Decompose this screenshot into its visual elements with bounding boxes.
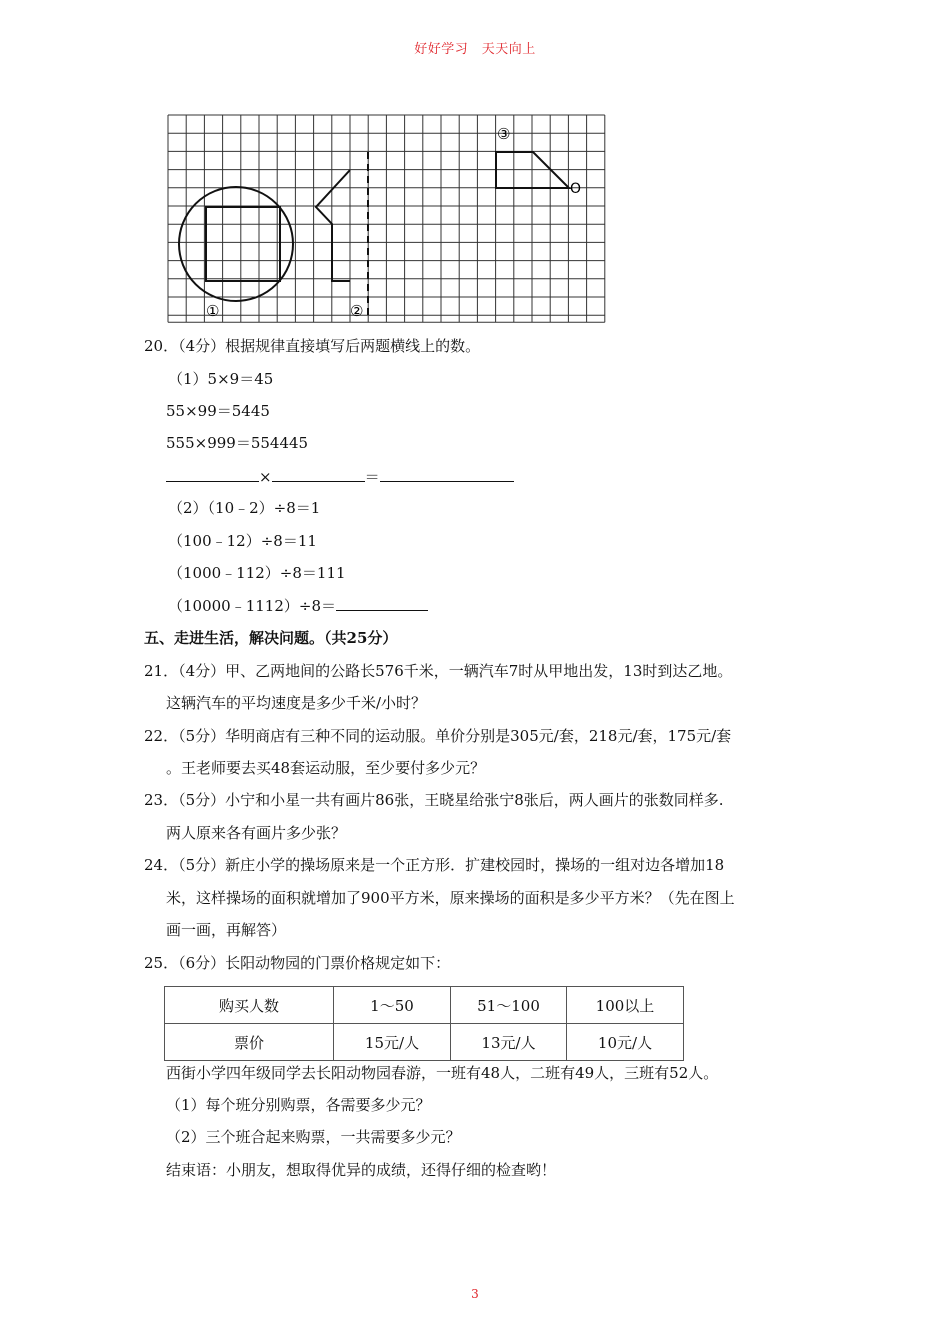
q20-p2-line1: （2）（10﹣2）÷8＝1: [168, 499, 321, 517]
answer-blank[interactable]: [336, 594, 428, 611]
shape-label-1: ①: [206, 302, 220, 320]
q20-p1-answer: [166, 465, 514, 488]
q22-line1: 22．（5分）华明商店有三种不同的运动服。单价分别是305元/套，218元/套，175元/套: [144, 727, 732, 745]
ending-note: 结束语：小朋友，想取得优异的成绩，还得仔细的检查哟！: [166, 1161, 557, 1179]
circle-shape-1: [179, 187, 293, 301]
answer-blank[interactable]: [272, 465, 365, 482]
q21-line1: 21．（4分）甲、乙两地间的公路长576千米，一辆汽车7时从甲地出发，13时到达乙地。: [144, 662, 733, 680]
q20-p2-line4: [168, 594, 428, 617]
section-5-title: 五、走进生活，解决问题。（共25分）: [144, 629, 398, 647]
table-cell: 100以上: [567, 987, 684, 1024]
q20-title: 20．（4分）根据规律直接填写后两题横线上的数。: [144, 337, 481, 355]
q20-p1-line2: 55×99＝5445: [166, 402, 270, 420]
page-number: 3: [471, 1287, 479, 1301]
point-label-o: O: [570, 181, 582, 197]
page-header: 好好学习 天天向上: [414, 42, 536, 57]
q25-sub2: （2）三个班合起来购票，一共需要多少元？: [166, 1128, 461, 1146]
half-figure-shape-2: [316, 170, 350, 281]
table-cell: 15元/人: [334, 1024, 451, 1061]
q25-sub1: （1）每个班分别购票，各需要多少元？: [166, 1096, 431, 1114]
table-row: [165, 1024, 684, 1061]
answer-blank[interactable]: [380, 465, 514, 482]
q24-line1: 24．（5分）新庄小学的操场原来是一个正方形．扩建校园时，操场的一组对边各增加18: [144, 856, 725, 874]
shape-label-2: ②: [350, 302, 364, 320]
shape-label-3: ③: [497, 125, 511, 143]
table-cell: 13元/人: [451, 1024, 567, 1061]
equals-sign: ＝: [364, 468, 380, 486]
q24-line3: 画一画，再解答）: [166, 921, 287, 939]
table-cell: 票价: [165, 1024, 334, 1061]
q21-line2: 这辆汽车的平均速度是多少千米/小时？: [166, 694, 427, 712]
q23-line1: 23．（5分）小宁和小星一共有画片86张，王晓星给张宁8张后，两人画片的张数同样多.: [144, 791, 724, 809]
answer-blank[interactable]: [166, 465, 259, 482]
table-cell: 10元/人: [567, 1024, 684, 1061]
table-cell: 购买人数: [165, 987, 334, 1024]
square-shape-1: [206, 207, 280, 281]
times-sign: ×: [259, 468, 272, 486]
q25-intro: 西街小学四年级同学去长阳动物园春游，一班有48人，二班有49人，三班有52人。: [166, 1064, 719, 1082]
q25-title: 25．（6分）长阳动物园的门票价格规定如下：: [144, 954, 451, 972]
q22-line2: 。王老师要去买48套运动服，至少要付多少元？: [166, 759, 486, 777]
grid-figure: [166, 114, 606, 324]
q20-p2-last-text: （10000﹣1112）÷8＝: [168, 597, 337, 615]
q24-line2: 米，这样操场的面积就增加了900平方米，原来操场的面积是多少平方米？（先在图上: [166, 889, 735, 907]
q20-p1-line3: 555×999＝554445: [166, 434, 309, 452]
grid-lines: [168, 115, 605, 322]
q20-p1-line1: （1）5×9＝45: [168, 370, 274, 388]
q20-p2-line2: （100﹣12）÷8＝11: [168, 532, 317, 550]
table-row: [165, 987, 684, 1024]
ticket-price-table: [164, 986, 684, 1061]
q23-line2: 两人原来各有画片多少张？: [166, 824, 347, 842]
table-cell: 51～100: [451, 987, 567, 1024]
table-cell: 1～50: [334, 987, 451, 1024]
q20-p2-line3: （1000﹣112）÷8＝111: [168, 564, 346, 582]
